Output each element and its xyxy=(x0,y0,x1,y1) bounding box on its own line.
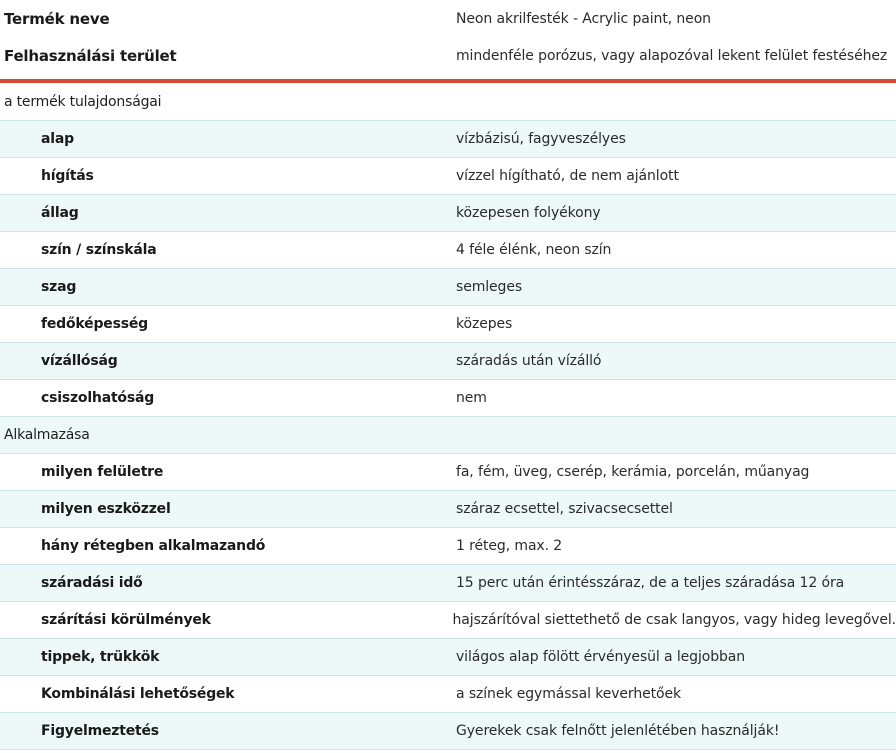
row-label: Kombinálási lehetőségek xyxy=(41,686,235,702)
section-title: Alkalmazása xyxy=(4,427,90,443)
row-value: vízzel hígítható, de nem ajánlott xyxy=(456,168,679,184)
row-label: csiszolhatóság xyxy=(41,390,155,406)
product-name-value: Neon akrilfesték - Acrylic paint, neon xyxy=(456,10,711,27)
row-label: állag xyxy=(41,205,79,221)
usage-area-value: mindenféle porózus, vagy alapozóval lekent felület festéséhez xyxy=(456,47,888,64)
table-row xyxy=(0,269,896,306)
row-value: fa, fém, üveg, cserép, kerámia, porcelán, műanyag xyxy=(456,464,810,480)
row-label: szag xyxy=(41,279,77,295)
table-row xyxy=(0,306,896,343)
product-name-row xyxy=(0,0,896,37)
row-value: a színek egymással keverhetőek xyxy=(456,686,682,702)
table-row xyxy=(0,713,896,750)
row-value: semleges xyxy=(456,279,523,295)
row-value: 15 perc után érintésszáraz, de a teljes száradása 12 óra xyxy=(456,575,845,591)
row-label: alap xyxy=(41,131,74,147)
row-label: hány rétegben alkalmazandó xyxy=(41,538,266,554)
row-label: vízállóság xyxy=(41,353,118,369)
product-name-label: Termék neve xyxy=(4,9,110,28)
table-row xyxy=(0,602,896,639)
row-value: 4 féle élénk, neon szín xyxy=(456,242,612,258)
row-value: száradás után vízálló xyxy=(456,353,602,369)
row-label: szín / színskála xyxy=(41,242,157,258)
table-row xyxy=(0,158,896,195)
row-label: szárítási körülmények xyxy=(41,612,211,628)
row-label: milyen felületre xyxy=(41,464,164,480)
row-value: száraz ecsettel, szivacsecsettel xyxy=(456,501,673,517)
row-label: hígítás xyxy=(41,168,94,184)
row-value: közepes xyxy=(456,316,513,332)
row-label: fedőképesség xyxy=(41,316,148,332)
row-label: milyen eszközzel xyxy=(41,501,171,517)
row-value: nem xyxy=(456,390,487,406)
table-row xyxy=(0,676,896,713)
row-label: száradási idő xyxy=(41,575,143,591)
row-value: 1 réteg, max. 2 xyxy=(456,538,563,554)
section-header-properties xyxy=(0,84,896,121)
row-value: világos alap fölött érvényesül a legjobban xyxy=(456,649,746,665)
section-title: a termék tulajdonságai xyxy=(4,94,162,110)
row-label: tippek, trükkök xyxy=(41,649,160,665)
row-value: vízbázisú, fagyveszélyes xyxy=(456,131,626,147)
table-row xyxy=(0,454,896,491)
table-row xyxy=(0,232,896,269)
row-value: Gyerekek csak felnőtt jelenlétében használják! xyxy=(456,723,780,739)
spec-table xyxy=(0,83,896,750)
table-row xyxy=(0,195,896,232)
table-row xyxy=(0,639,896,676)
table-row xyxy=(0,380,896,417)
usage-area-row xyxy=(0,37,896,74)
row-value: hajszárítóval siettethető de csak langyos, vagy hideg levegővel. xyxy=(452,612,896,628)
table-row xyxy=(0,528,896,565)
row-label: Figyelmeztetés xyxy=(41,723,159,739)
table-row xyxy=(0,565,896,602)
table-row xyxy=(0,343,896,380)
table-row xyxy=(0,121,896,158)
row-value: közepesen folyékony xyxy=(456,205,601,221)
usage-area-label: Felhasználási terület xyxy=(4,46,177,65)
section-header-application xyxy=(0,417,896,454)
table-row xyxy=(0,491,896,528)
